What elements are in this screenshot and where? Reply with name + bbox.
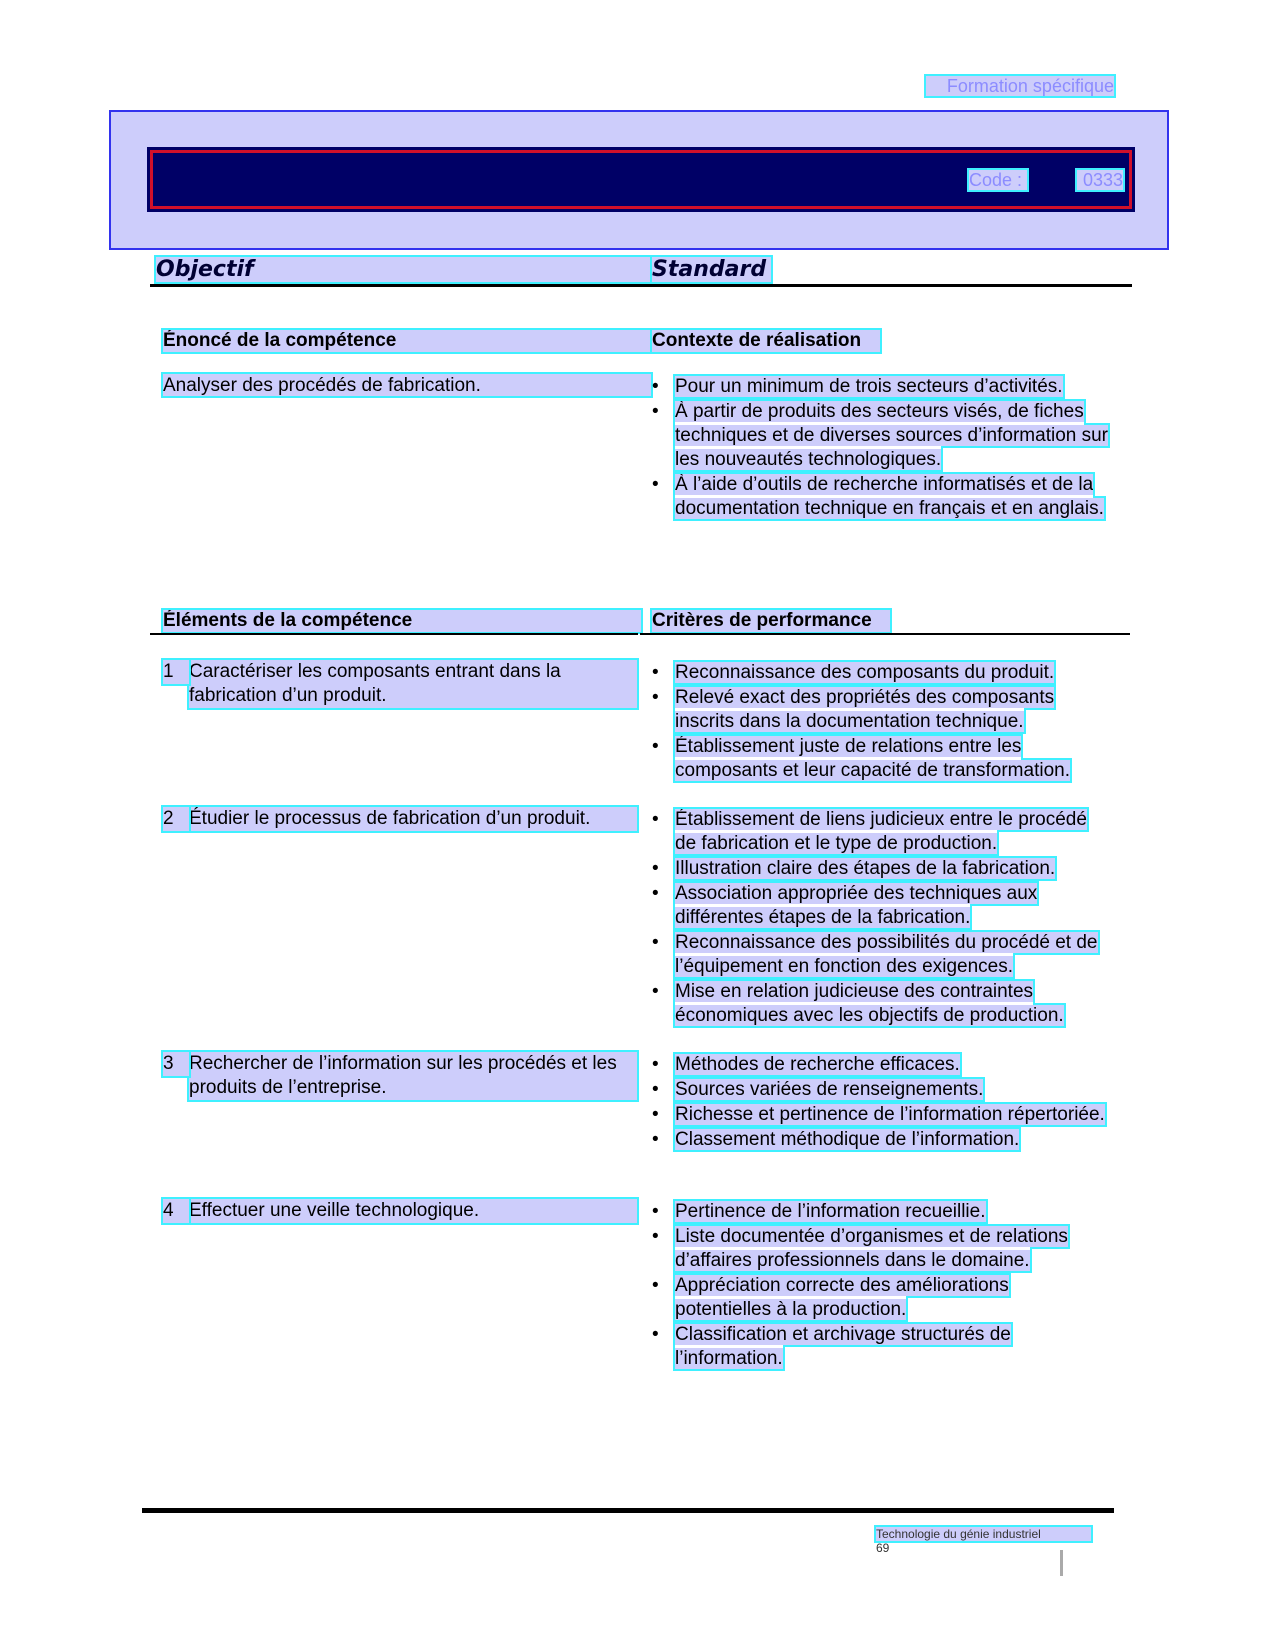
contexte-heading: Contexte de réalisation — [652, 330, 880, 352]
list-item: • À partir de produits des secteurs visés, de fiches techniques et de diverses sources d’information sur les nouveautés technologiques. — [652, 401, 1109, 470]
list-item: • Classification et archivage structurés de l’information. — [652, 1324, 1011, 1369]
criteres-list-1 — [652, 661, 1108, 784]
criteres-list-3 — [652, 1053, 1108, 1153]
code-label: Code : — [969, 170, 1027, 190]
criteres-list-4 — [652, 1200, 1108, 1372]
list-item: • Relevé exact des propriétés des composants inscrits dans la documentation technique. — [652, 687, 1055, 732]
list-item: • Mise en relation judicieuse des contraintes économiques avec les objectifs de production. — [652, 981, 1064, 1026]
list-item: • Pertinence de l’information recueillie. — [652, 1201, 986, 1222]
element-4: 4 Effectuer une veille technologique. — [163, 1199, 637, 1223]
code-value: 0333 — [1077, 170, 1123, 190]
element-3: 3 Rechercher de l’information sur les procédés et les produits de l’entreprise. — [163, 1052, 637, 1100]
contexte-list — [652, 375, 1108, 522]
list-item: • Établissement de liens judicieux entre le procédé de fabrication et le type de production. — [652, 809, 1087, 854]
footer-program: Technologie du génie industriel — [876, 1527, 1041, 1541]
footer-rule — [142, 1508, 1114, 1513]
element-1: 1 Caractériser les composants entrant dans la fabrication d’un produit. — [163, 660, 637, 708]
standard-heading: Standard — [652, 257, 771, 282]
list-item: • Liste documentée d’organismes et de relations d’affaires professionnels dans le domaine. — [652, 1226, 1068, 1271]
elements-rule — [150, 633, 638, 635]
list-item: • Sources variées de renseignements. — [652, 1079, 984, 1100]
page-footer — [876, 1527, 1091, 1555]
list-item: • Richesse et pertinence de l’information répertoriée. — [652, 1104, 1105, 1125]
list-item: • À l’aide d’outils de recherche informatisés et de la documentation technique en français et en anglais. — [652, 474, 1104, 519]
criteres-list-2 — [652, 808, 1108, 1029]
list-item: • Méthodes de recherche efficaces. — [652, 1054, 960, 1075]
list-item: • Appréciation correcte des améliorations potentielles à la production. — [652, 1275, 1009, 1320]
list-item: • Association appropriée des techniques aux différentes étapes de la fabrication. — [652, 883, 1038, 928]
enonce-heading: Énoncé de la compétence — [163, 330, 651, 352]
enonce-text: Analyser des procédés de fabrication. — [163, 374, 651, 396]
list-item: • Illustration claire des étapes de la fabrication. — [652, 858, 1056, 879]
page-edge-marker — [1060, 1550, 1063, 1576]
list-item: • Reconnaissance des composants du produit. — [652, 662, 1055, 683]
list-item: • Pour un minimum de trois secteurs d’activités. — [652, 376, 1063, 397]
page-number: 69 — [876, 1541, 890, 1555]
list-item: • Établissement juste de relations entre les composants et leur capacité de transformation. — [652, 736, 1070, 781]
list-item: • Classement méthodique de l’information. — [652, 1129, 1020, 1150]
criteres-heading: Critères de performance — [652, 610, 890, 632]
criteres-rule — [640, 633, 1130, 635]
list-item: • Reconnaissance des possibilités du procédé et de l’équipement en fonction des exigences. — [652, 932, 1098, 977]
heading-rule — [150, 284, 1132, 287]
formation-label: Formation spécifique — [926, 76, 1114, 96]
element-2: 2 Étudier le processus de fabrication d’un produit. — [163, 807, 637, 831]
elements-heading: Éléments de la compétence — [163, 610, 641, 632]
objectif-heading: Objectif — [156, 257, 651, 282]
